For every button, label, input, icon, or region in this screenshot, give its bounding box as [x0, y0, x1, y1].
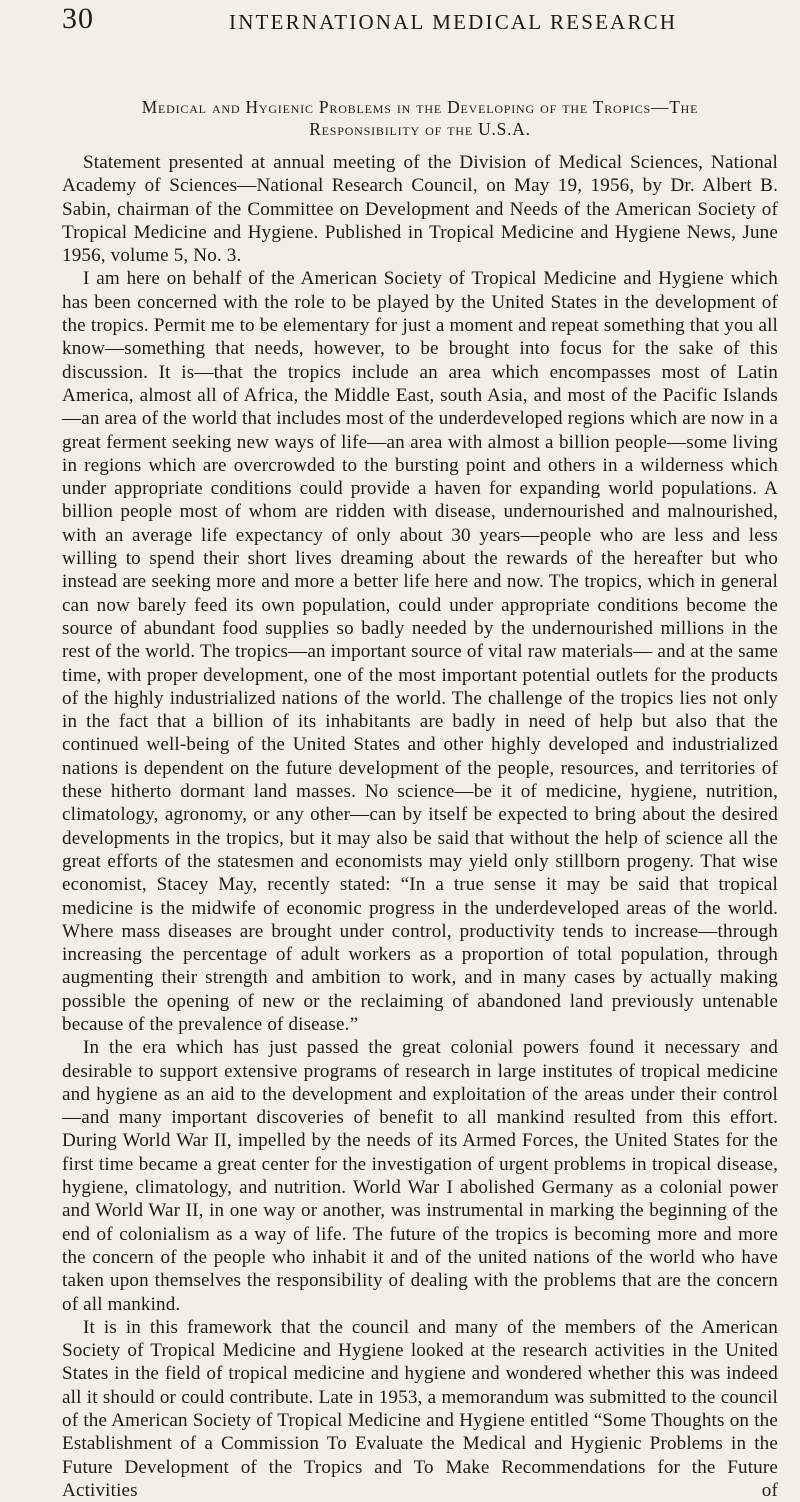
running-header	[62, 0, 778, 44]
article-title-line-2: Responsibility of the U.S.A.	[309, 119, 531, 139]
article-body	[62, 151, 778, 1502]
article-title-line-1: Medical and Hygienic Problems in the Developing of the Tropics—The	[141, 97, 699, 117]
paragraph-intro-note: Statement presented at annual meeting of the Division of Medical Sciences, National Academy of Sciences—National Research Council, on May 19, 1956, by Dr. Albert B. Sabin, chairman of the Committee on Development and Needs of the American Society of Tropical Medicine and Hygiene. Published in Tropical Medicine and Hygiene News, June 1956, volume 5, No. 3.	[62, 152, 778, 267]
paragraph-framework: It is in this framework that the council and many of the members of the American Society of Tropical Medicine and Hygiene looked at the research activities in the United States in the field of tropical medicine and hygiene and wondered whether this was indeed all it should or could contribute. Late in 1953, a memorandum was submitted to the council of the American Society of Tropical Medicine and Hygiene entitled “Some Thoughts on the Establishment of a Commission To Evaluate the Medical and Hygienic Problems in the Future Development of the Tropics and To Make Recommendations for the Future Activities of	[62, 1316, 778, 1501]
page-number: 30	[62, 2, 94, 35]
article-title	[62, 96, 778, 140]
paragraph-statement: I am here on behalf of the American Society of Tropical Medicine and Hygiene which has been concerned with the role to be played by the United States in the development of the tropics. Permit me to be elementary for just a moment and repeat something that you all know—something that needs, however, to be brought into focus for the sake of this discussion. It is—that the tropics include an area which encompasses most of Latin America, almost all of Africa, the Middle East, south Asia, and most of the Pacific Islands—an area of the world that includes most of the underdeveloped regions which are now in a great ferment seeking new ways of life—an area with almost a billion people—some living in regions which are overcrowded to the bursting point and others in a wilderness which under appropriate conditions could provide a haven for expanding world populations. A billion people most of whom are ridden with disease, undernourished and malnourished, with an average life expectancy of only about 30 years—people who are less and less willing to spend their short lives dreaming about the rewards of the hereafter but who instead are seeking more and more a better life here and now. The tropics, which in general can now barely feed its own population, could under appropriate conditions become the source of abundant food supplies so badly needed by the undernourished millions in the rest of the world. The tropics—an important source of vital raw materials— and at the same time, with proper development, one of the most important potential outlets for the products of the highly industrialized nations of the world. The challenge of the tropics lies not only in the fact that a billion of its inhabitants are badly in need of help but also that the continued well-being of the United States and other highly developed and industrialized nations is dependent on the future development of the people, resources, and territories of these hitherto dormant land masses. No science—be it of medicine, hygiene, nutrition, climatology, agronomy, or any other—can by itself be expected to bring about the desired developments in the tropics, but it may also be said that without the help of science all the great efforts of the statesmen and economists may yield only stillborn progeny. That wise economist, Stacey May, recently stated: “In a true sense it may be said that tropical medicine is the midwife of economic progress in the underdeveloped areas of the world. Where mass diseases are brought under control, productivity tends to increase—through increasing the percentage of adult workers as a proportion of total population, through augmenting their strength and ambition to work, and in many cases by actually making possible the opening of new or the reclaiming of abandoned land previously untenable because of the prevalence of disease.”	[62, 268, 778, 1035]
paragraph-colonial-era: In the era which has just passed the great colonial powers found it necessary and desirable to support extensive programs of research in large institutes of tropical medicine and hygiene as an aid to the development and exploitation of the areas under their control—and many important discoveries of benefit to all mankind resulted from this effort. During World War II, impelled by the needs of its Armed Forces, the United States for the first time became a great center for the investigation of urgent problems in tropical disease, hygiene, climatology, and nutrition. World War I abolished Germany as a colonial power and World War II, in one way or another, was instrumental in marking the beginning of the end of colonialism as a way of life. The future of the tropics is becoming more and more the concern of the people who inhabit it and of the united nations of the world who have taken upon themselves the responsibility of dealing with the problems that are the concern of all mankind.	[62, 1037, 778, 1315]
running-title: INTERNATIONAL MEDICAL RESEARCH	[229, 10, 678, 34]
